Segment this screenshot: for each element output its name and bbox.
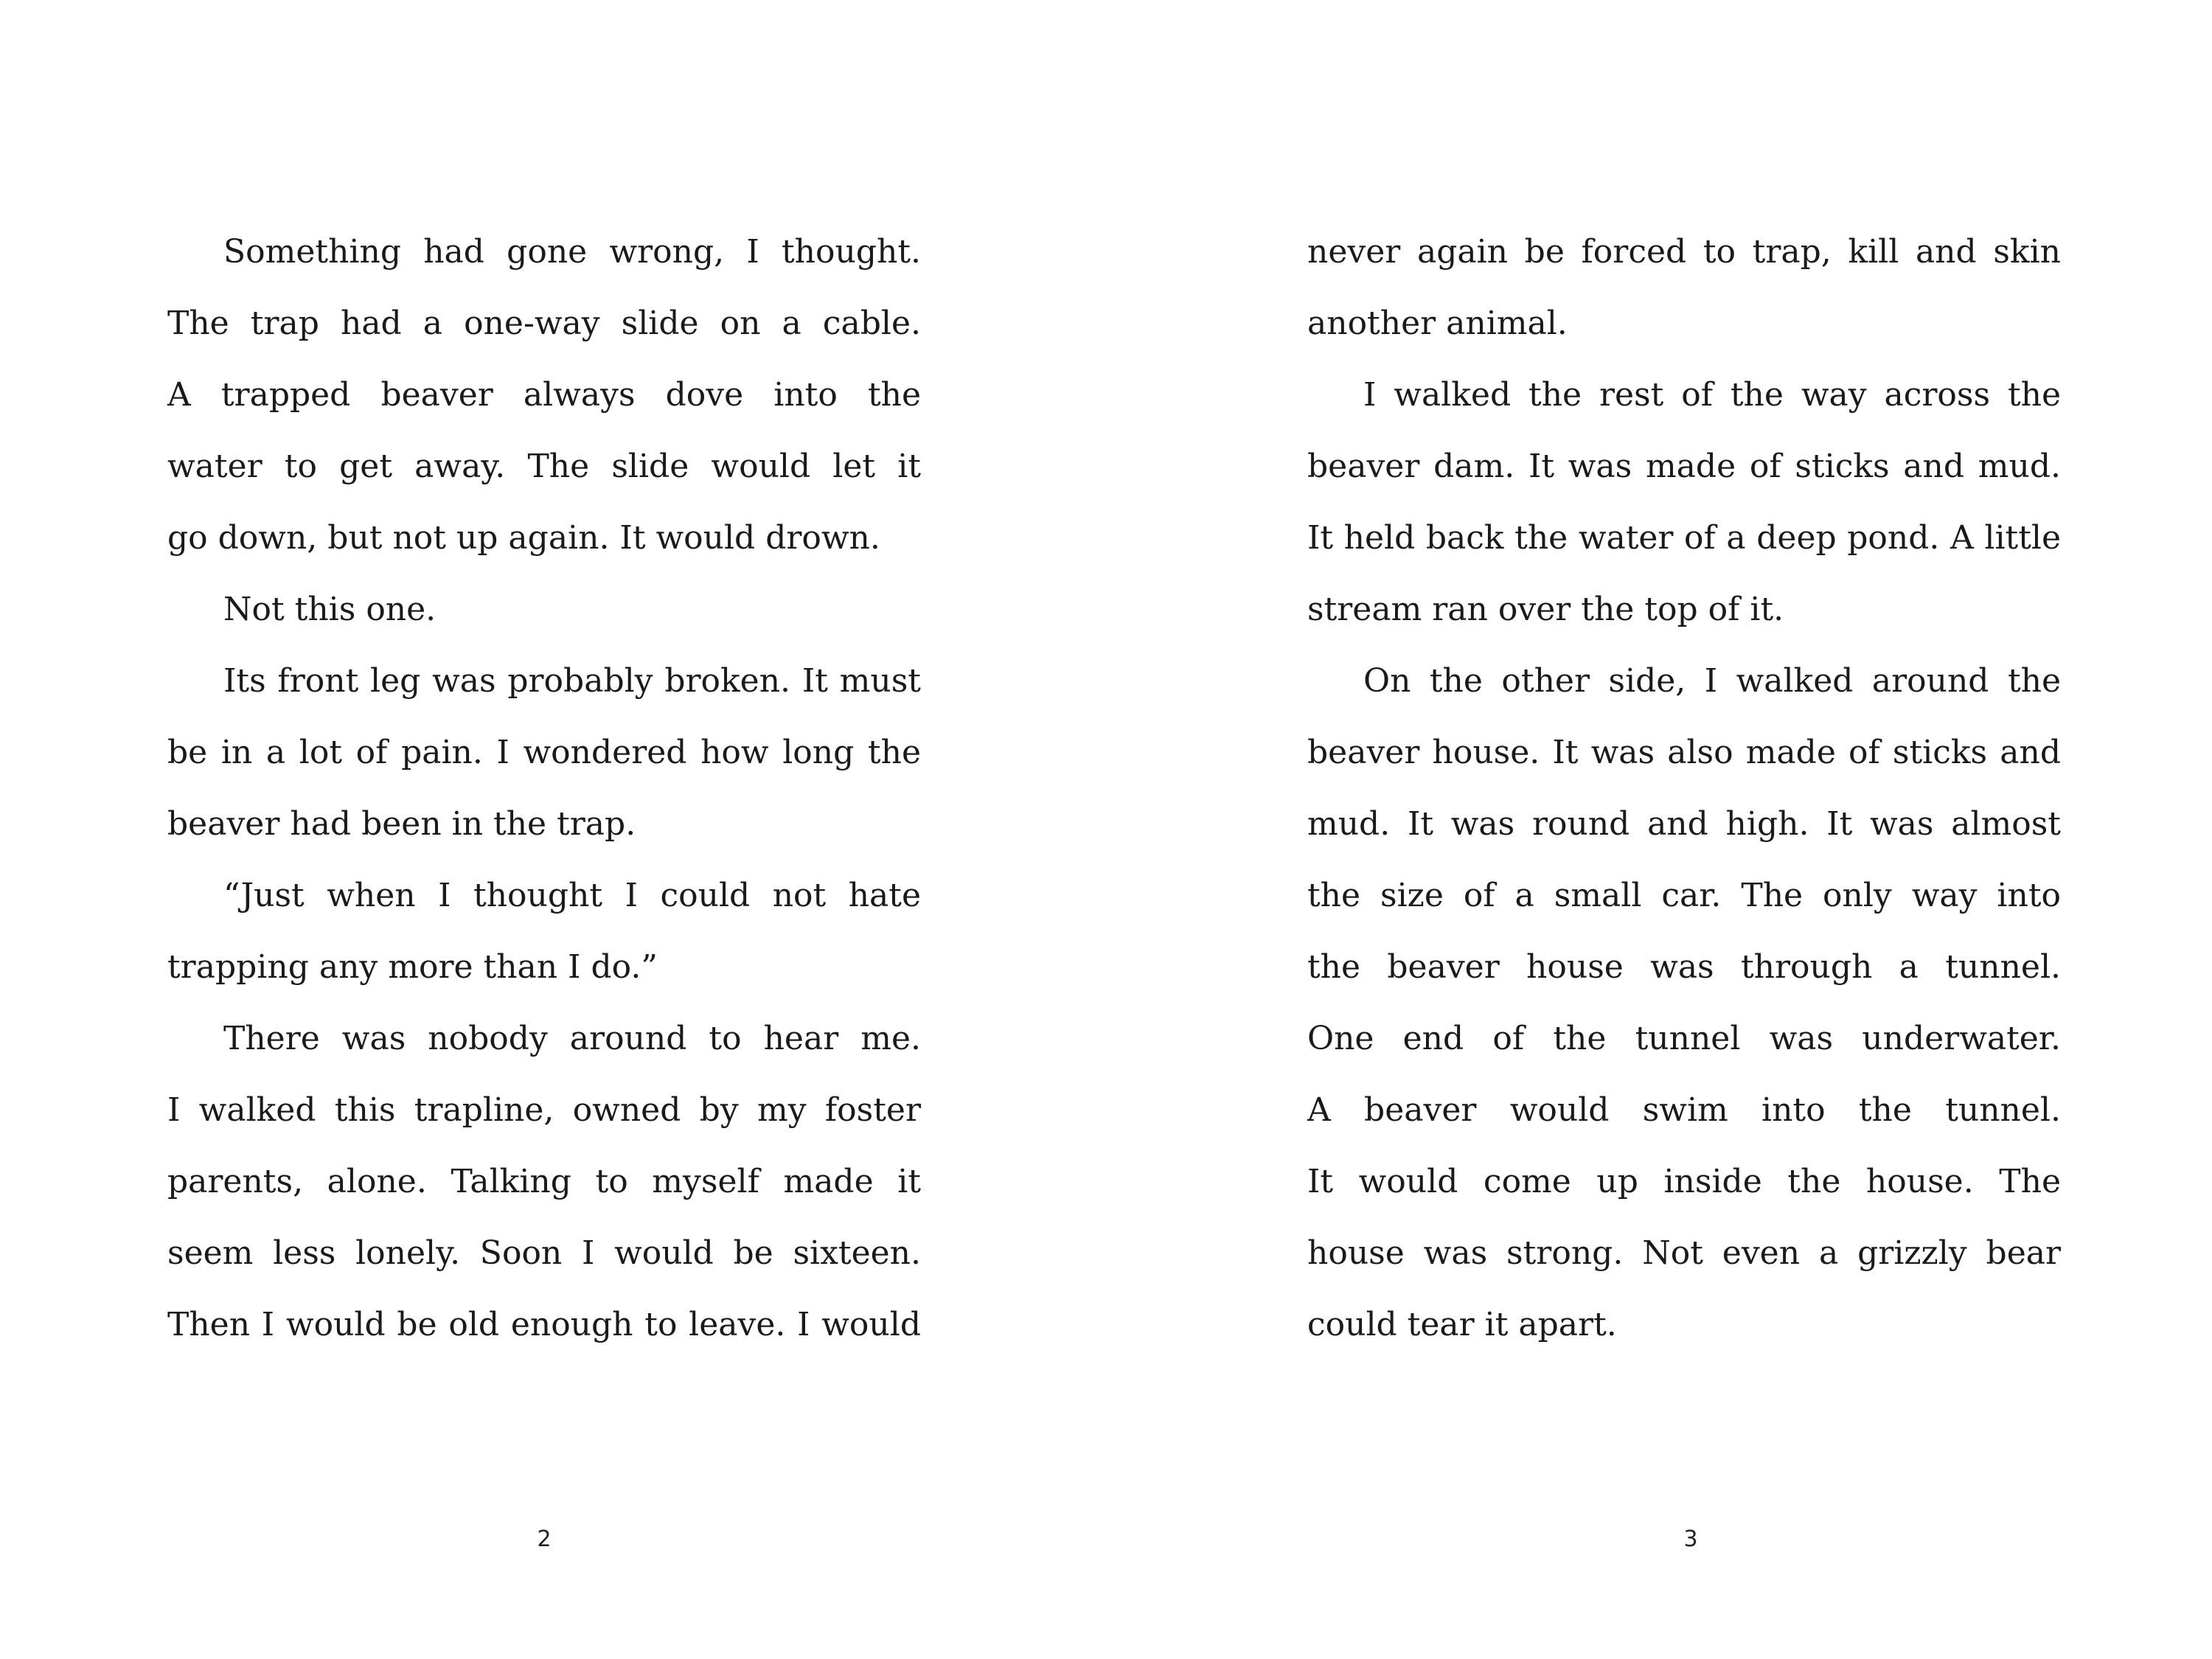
text-line: house was strong. Not even a grizzly bear xyxy=(1307,1234,2061,1272)
left-page-text xyxy=(167,226,921,1370)
page-number: 2 xyxy=(537,1526,552,1552)
text-line: “Just when I thought I could not hate xyxy=(223,877,921,914)
text-line: I walked the rest of the way across the xyxy=(1363,376,2061,414)
text-line: The trap had a one-way slide on a cable. xyxy=(167,305,921,342)
text-line: There was nobody around to hear me. xyxy=(223,1020,921,1057)
text-line: It held back the water of a deep pond. A little xyxy=(1307,519,2061,557)
right-page xyxy=(1106,0,2212,1659)
text-line: another animal. xyxy=(1307,305,1568,342)
text-line: beaver had been in the trap. xyxy=(167,805,636,843)
text-line: beaver house. It was also made of sticks and xyxy=(1307,734,2061,771)
text-line: stream ran over the top of it. xyxy=(1307,591,1784,628)
text-line: A beaver would swim into the tunnel. xyxy=(1307,1091,2061,1129)
text-line: be in a lot of pain. I wondered how long the xyxy=(167,734,921,771)
text-line: trapping any more than I do.” xyxy=(167,948,658,986)
page-number: 3 xyxy=(1683,1526,1698,1552)
text-line: Something had gone wrong, I thought. xyxy=(223,233,921,271)
text-line: go down, but not up again. It would drown. xyxy=(167,519,880,557)
text-line: water to get away. The slide would let it xyxy=(167,448,921,485)
text-line: could tear it apart. xyxy=(1307,1306,1617,1343)
text-line: It would come up inside the house. The xyxy=(1307,1163,2061,1200)
text-line: seem less lonely. Soon I would be sixteen. xyxy=(167,1234,921,1272)
text-line: the beaver house was through a tunnel. xyxy=(1307,948,2061,986)
text-line: I walked this trapline, owned by my foster xyxy=(167,1091,921,1129)
right-page-text xyxy=(1307,226,2061,1370)
text-line: Not this one. xyxy=(223,591,437,628)
text-line: On the other side, I walked around the xyxy=(1363,662,2061,700)
text-line: Then I would be old enough to leave. I would xyxy=(167,1306,921,1343)
text-line: A trapped beaver always dove into the xyxy=(167,376,921,414)
text-line: the size of a small car. The only way into xyxy=(1307,877,2061,914)
text-line: beaver dam. It was made of sticks and mud. xyxy=(1307,448,2061,485)
text-line: parents, alone. Talking to myself made it xyxy=(167,1163,921,1200)
text-line: One end of the tunnel was underwater. xyxy=(1307,1020,2061,1057)
text-line: Its front leg was probably broken. It must xyxy=(223,662,921,700)
text-line: never again be forced to trap, kill and skin xyxy=(1307,233,2061,271)
text-line: mud. It was round and high. It was almost xyxy=(1307,805,2061,843)
